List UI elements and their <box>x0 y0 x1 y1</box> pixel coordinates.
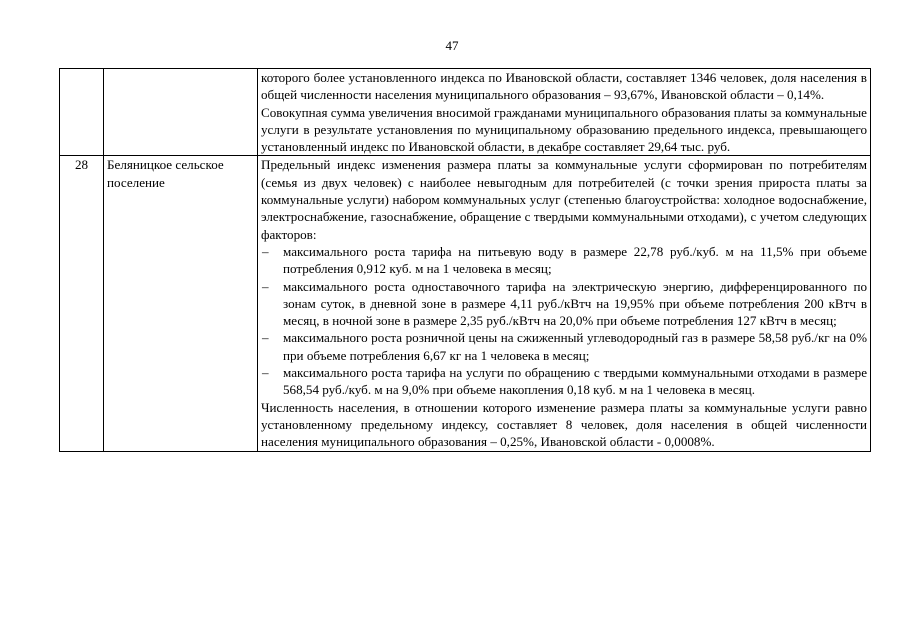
description-cell <box>258 69 871 156</box>
dash-bullet-icon: – <box>262 278 269 294</box>
row-number-cell: 28 <box>60 156 104 451</box>
table-row-28 <box>60 156 871 451</box>
description-cell <box>258 156 871 451</box>
bullet-text: максимального роста одноставочного тарифа на электрическую энергию, дифференцированного по зонам суток, в дневной зоне в размере 4,11 руб./кВтч на 19,95% при объеме потребления 200 кВтч в месяц, в ночной зоне в размере 2,35 руб./кВтч на 20,0% при объеме потребления 127 кВтч в месяц; <box>283 278 867 329</box>
bullet-text: максимального роста тарифа на услуги по обращению с твердыми коммунальными отходами в размере 568,54 руб./куб. м на 9,0% при объеме накопления 0,18 куб. м на 1 человека в месяц. <box>283 365 867 398</box>
bullet-item-electricity <box>261 278 867 330</box>
settlement-name-cell <box>104 69 258 156</box>
document-table <box>59 68 871 452</box>
bullet-item-gas <box>261 329 867 364</box>
bullet-item-waste <box>261 364 867 399</box>
row-number-cell <box>60 69 104 156</box>
closing-paragraph: Численность населения, в отношении которого изменение размера платы за коммунальные услуги равно установленному предельному индексу, составляет 8 человек, доля населения в общей численности населения муниципального образования – 0,25%, Ивановской области - 0,0008%. <box>261 399 867 450</box>
intro-paragraph: Предельный индекс изменения размера платы за коммунальные услуги сформирован по потребителям (семья из двух человек) с наиболее невыгодным для потребителей (с точки зрения прироста платы за коммунальные услуги) набором коммунальных услуг (степенью благоустройства: холодное водоснабжение, электроснабжение, газоснабжение, обращение с твердыми коммунальными отходами), с учетом следующих факторов: <box>261 157 867 242</box>
bullet-text: максимального роста тарифа на питьевую воду в размере 22,78 руб./куб. м на 11,5% при объеме потребления 0,912 куб. м на 1 человека в месяц; <box>283 243 867 277</box>
continuation-paragraph: которого более установленного индекса по Ивановской области, составляет 1346 человек, доля населения в общей численности населения муниципального образования – 93,67%, Ивановской области – 0,14%. <box>261 70 867 103</box>
bullet-item-water <box>261 243 867 278</box>
settlement-name-cell: Беляницкое сельское поселение <box>104 156 258 451</box>
bullet-text: максимального роста розничной цены на сжиженный углеводородный газ в размере 58,58 руб./кг на 0% при объеме потребления 6,67 кг на 1 человека в месяц; <box>283 330 867 363</box>
page-number: 47 <box>445 38 459 53</box>
dash-bullet-icon: – <box>262 330 269 346</box>
total-increase-paragraph: Совокупная сумма увеличения вносимой гражданами муниципального образования платы за коммунальные услуги в результате установления по муниципальному образованию предельного индекса, превышающего установленный индекс по Ивановской области, в декабре составляет 29,64 тыс. руб. <box>261 104 867 155</box>
table-row-continuation <box>60 69 871 156</box>
dash-bullet-icon: – <box>262 365 269 381</box>
dash-bullet-icon: – <box>262 243 269 259</box>
